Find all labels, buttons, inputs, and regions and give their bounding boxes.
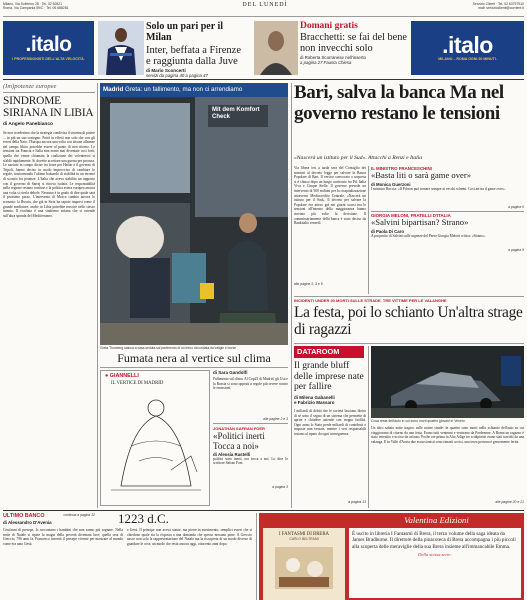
photo-label: Madrid xyxy=(103,86,124,93)
book-author: CARLO BELTRAMI xyxy=(289,537,319,541)
climate-pages: alle pagine 2 e 3 xyxy=(263,417,288,421)
lead-headline: Bari, salva la banca Ma nel governo restano le tensioni xyxy=(294,82,504,124)
foer-kicker: JONATHAN SAFRAN FOER xyxy=(213,425,265,431)
footballer-figure xyxy=(98,21,144,75)
photo-banner xyxy=(100,83,288,97)
box1-kicker: IL MINISTRO FRANCESCHINI xyxy=(371,166,432,171)
crash-body: Un altro sabato notte tragico sulle nostre strade: in quattro sono morti nello schianto dell'auto su cui viaggiavano di ritorno da una festa. Erano tutti ventenni e venivano da Pordenone. A Roma un ragazzo è stato investito e ucciso da un'auto. Poche ore prima in Alto Adige tre scialpinisti erano stati travolti da una valanga. E in Valle d'Aosta due escursionisti sono rimasti uccisi, una terza persona è gravemente ferita. xyxy=(371,426,524,444)
climate-byline: di Sara Gandolfi xyxy=(213,370,248,375)
italo-logo: .italo xyxy=(442,31,493,58)
climate-body: Fallimento sul clima. Al Cop25 di Madrid, gli Usa e la Russia si sono opposti a regole più severe contro le emissioni. xyxy=(213,377,288,391)
service-line: mail: servizioclienti@corriere.it xyxy=(478,6,524,11)
box1-body: I ministro Boccia: «Il Pd non può tornare sempre ai vecchi schemi. Così arriva il game over». xyxy=(371,186,506,191)
train-sign: Mit dem Komfort Check xyxy=(212,107,260,120)
dataroom-byline: di Milena Gabanelli xyxy=(294,395,335,400)
milan-pages: servizi da pagina 40 a pagina 47 xyxy=(146,73,208,78)
editorial-title[interactable]: SINDROME SIRIANA IN LIBIA xyxy=(3,95,94,119)
dataroom-pages: a pagina 13 xyxy=(348,500,366,504)
crash-scene xyxy=(371,346,524,418)
politics-headline: Bracchetti: se fai del bene non invecchi solo xyxy=(300,32,407,54)
book-title: I FANTASMI DI BRERA xyxy=(278,532,330,537)
lead-body: Via libera ieri a tarda sera del Consiglio dei ministri al decreto legge per salvare la Banca Popolare di Bari. Il vertice convocato a sorpresa si è chiuso dopo un lungo confronto fra Pd, Italia Viva e Cinque Stelle. Il governo prevede un intervento di 900 milioni per la ricapitalizzazione attraverso Mediocredito Centrale. «Nascerà un istituto per il Sud». Il decreto per salvare la Popolare era atteso già nei giorni scorsi ma le tensioni all'interno della maggioranza hanno rinviato più volte la decisione. Il commissariamento della banca è stato deciso da Bankitalia venerdì. xyxy=(294,166,366,226)
service-line: Servizio Clienti · Tel. 02 63797510 xyxy=(472,2,524,6)
giannelli-name: GIANNELLI xyxy=(109,373,139,379)
box2-kicker: GIORGIA MELONI, FRATELLI D'ITALIA xyxy=(371,213,451,219)
box1-title[interactable]: «Basta liti o sarà game over» xyxy=(371,170,471,180)
dataroom-badge: DATAROOM xyxy=(294,346,364,358)
guest-photo xyxy=(254,21,298,75)
cartoon-title: IL VERTICE DI MADRID xyxy=(111,381,164,386)
ad-tagline: I PROFESSIONISTI DELL'ALTA VELOCITÀ. xyxy=(12,56,85,61)
foer-byline: di Alessia Rastelli xyxy=(213,451,251,457)
box2-byline: di Paola Di Caro xyxy=(371,228,404,234)
masthead-section: DEL LUNEDÌ xyxy=(242,2,288,8)
milan-teaser[interactable] xyxy=(146,21,246,78)
valentina-ad[interactable] xyxy=(259,513,524,600)
foer-pages: a pagina 3 xyxy=(272,484,288,489)
cartoon-drawing xyxy=(101,386,209,498)
address-line: Milano, Via Solferino 28 · Tel. 02 62821 xyxy=(3,2,63,6)
foer-title[interactable]: «Politici inerti Tocca a noi» xyxy=(213,430,265,451)
politics-pages: a pagina 27 Fausta Chiesa xyxy=(300,60,352,65)
milan-byline: di Mario Sconcerti xyxy=(146,68,186,73)
lead-pages: alle pagine 2, 3 e 5 xyxy=(294,282,323,286)
italo-logo: .italo xyxy=(25,32,72,56)
greta-photo[interactable] xyxy=(100,83,288,345)
portrait-figure xyxy=(254,21,298,75)
box1-byline: di Monica Guerzoni xyxy=(371,181,411,187)
lead-footer xyxy=(294,282,366,286)
ad-italo-right[interactable] xyxy=(411,21,524,75)
lead-sidebar xyxy=(371,166,524,294)
footballer-photo xyxy=(98,21,144,75)
milan-subhead: Inter, beffata a Firenze e raggiunta dalla Juve xyxy=(146,45,241,67)
giannelli-cartoon[interactable] xyxy=(100,370,210,506)
ad-series: Della stessa serie: xyxy=(418,551,452,557)
column-title[interactable]: 1223 d.C. xyxy=(118,511,169,526)
masthead-address xyxy=(3,2,123,11)
lead-subhead: «Nascerà un istituto per il Sud». Attacchi a Renzi e Italia xyxy=(294,155,423,161)
editorial-continue: continua a pagina 32 xyxy=(63,513,95,517)
editorial-body: Se non cisedesimo che la strategia condivisa il sistema di potere ... in più un suo sostegno. Potrà in effetti non solo che con gli errori della Nato, l'Europa ancora una volta con alcune alleanze nel campo libico potrebbe essere al punto di non ritorno. Le tensioni tra Francia e Italia non erano mai diventate così forti; quella che venne chiamata la coalizione dei volenterosi si sfaldò rapidamente. Si dovette accettare una guerra per procura. Le nazioni in campo divise tra forze pro Haftar e il governo di Tripoli, hanno deciso in modo improvviso di cambiare le regole, trasformando l'ultimo baluardo di stabilità in un terreno di scontro fra potenze. L'Italia che aveva stabilito un rapporto con il governo di Sarraj si ritrova isolata. Le responsabilità nella regione restano confuse e la politica estera europea ancora una volta si rivela debole. Nessuno è in grado di dire quale sarà il prossimo passo. L'intervento di Mosca cambia ancora lo scenario: la Russia, che già in Siria ha saputo imporsi come il grande mediatore, anche in Libia potrebbe riuscire nello stesso intento. Il risultato è una sindrome siriana che si estende sull'altra sponda del Mediterraneo. xyxy=(3,131,96,218)
photo-caption: Greta Thunberg stanca a casa seduta sul pavimento di un treno circondata da valigie e borse xyxy=(100,346,236,350)
column-byline: di Alessandro D'Avenia xyxy=(3,520,52,525)
crash-pages: alle pagine 20 e 21 xyxy=(495,500,524,504)
valentina-brand: Valentina Edizioni xyxy=(404,515,469,525)
politics-teaser[interactable] xyxy=(300,21,407,75)
ad-italo-left[interactable] xyxy=(3,21,94,75)
masthead-service xyxy=(420,2,524,11)
politics-byline: di Roberta Scorranese nell'inserto xyxy=(300,55,367,60)
book-illustration xyxy=(263,541,345,596)
book-cover xyxy=(263,528,345,600)
foer-body: politici sono inerti, ora tocca a noi. Lo dice lo scrittore Safran Foer. xyxy=(213,456,288,466)
dataroom-headline[interactable]: Il grande bluff delle imprese nate per fallire xyxy=(294,360,364,392)
ad-body: È uscito in libreria I Fantasmi di Brera, il terzo volume della saga ideata da James Bradburne. Il direttore della pinacoteca di Brera accompagna i più piccoli alla scoperta delle meraviglie della sua Brera insieme all'immancabile Emma. xyxy=(352,531,516,550)
dataroom-bylines xyxy=(294,395,366,405)
climate-headline[interactable]: Fumata nera al vertice sul clima xyxy=(117,351,271,365)
ad-tagline: MILANO – ROMA OGNI 30 MINUTI. xyxy=(438,56,497,61)
column-kicker: ULTIMO BANCO xyxy=(3,513,45,519)
editorial-byline: di Angelo Panebianco xyxy=(3,122,53,127)
box2-body: A proposito di Salvini sulle urgenze del Paese Giorgia Meloni critica: «Strano». xyxy=(371,233,486,238)
address-line: Roma, Via Campania 59/C · Tel. 06 688281 xyxy=(3,6,69,11)
crash-photo[interactable] xyxy=(371,346,524,418)
giannelli-label: ● GIANNELLI xyxy=(105,373,139,379)
politics-kicker: Domani gratis xyxy=(300,21,358,31)
dataroom-byline: e Fabrizio Massaro xyxy=(294,400,335,406)
accidents-kicker: INCIDENTI UNDER 30 MORTI SULLE STRADE. TRE VITTIME PER LE VALANGHE xyxy=(294,298,447,303)
column-body-2: e Gesù. Il principe non aveva statue, ma pietre in movimento, semplici esseri che si chiedono quale sia la risposta a una domanda che spesso nessuno pone. A Greccio nasce non solo la rappresentazione del Natale ma la riscoperta di un modo diverso di guardare le cose, un modo che resta ancora oggi, ottocento anni dopo. xyxy=(127,528,252,546)
editorial-kicker: (Im)potenze europee xyxy=(3,83,95,93)
box1-pages: a pagina 6 xyxy=(508,204,524,209)
box2-pages: a pagina 9 xyxy=(508,247,524,252)
train-scene xyxy=(100,83,288,345)
lead-story[interactable] xyxy=(294,83,524,155)
photo-headline: Greta: un fallimento, ma non ci arrendiamo xyxy=(125,86,243,93)
dataroom-body: I miliardi di debiti che le società lasciano dietro di sé sono il segno di un sistema che permette di aprire e chiudere aziende con troppa facilità. Ogni anno lo Stato perde miliardi di contributi e imposte non versate, mentre i veri responsabili restano al riparo da ogni conseguenza. xyxy=(294,409,366,436)
climate-story xyxy=(213,370,288,506)
milan-headline: Solo un pari per il Milan xyxy=(146,21,224,43)
box2-title[interactable]: «Salvini bipartisan? Strano» xyxy=(371,217,469,228)
accidents-headline[interactable]: La festa, poi lo schianto Un'altra strage di ragazzi xyxy=(294,304,523,338)
ad-text-panel xyxy=(349,528,521,598)
crash-caption: Cosa resta dell'auto in cui sono morti quattro giovani in Veneto xyxy=(371,419,465,423)
column-body: Cent'anni di presepe, lo raccontano i bambini che non sanno più sognare. Nella notte di Natale si ripete la magia della povertà diventata luce; quella sera di Greccio, 796 anni fa, Francesco inventò il presepe vivente per mostrare al mondo come era nato Gesù. xyxy=(3,528,123,546)
